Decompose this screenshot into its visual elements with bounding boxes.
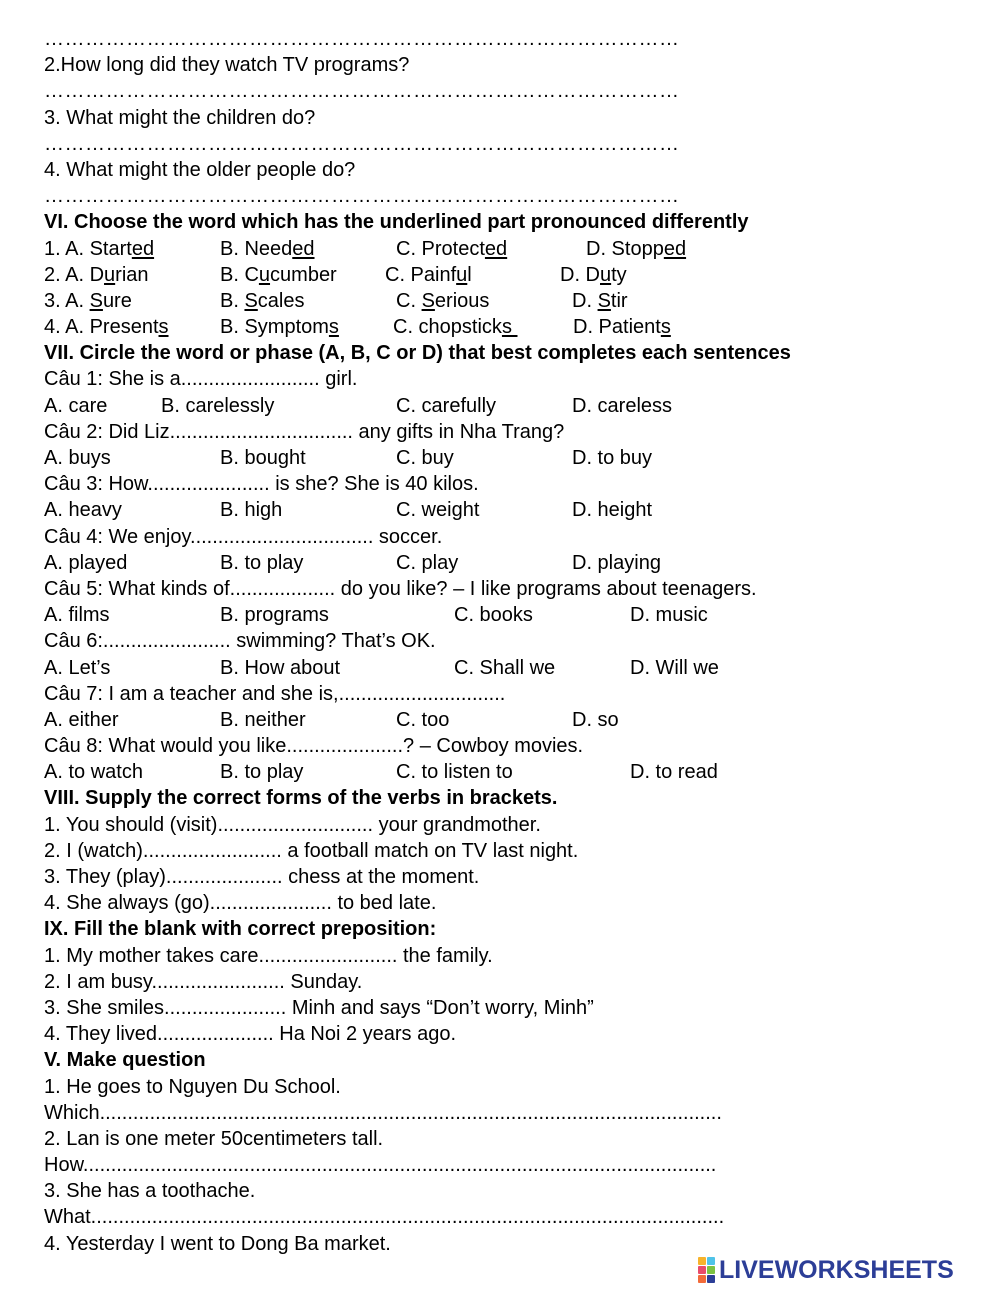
options-row	[44, 759, 990, 785]
option-b	[220, 314, 339, 340]
option-b	[220, 236, 315, 262]
option-b	[220, 759, 303, 785]
question-line: Câu 6:....................... swimming? That’s OK.	[44, 630, 436, 653]
option-c	[396, 759, 513, 785]
option-text: D. Stopp	[586, 237, 664, 260]
option-text: 4. A. Present	[44, 316, 159, 339]
option-text-rest: cumber	[270, 263, 337, 286]
question-line: 4. She always (go)...................... to bed late.	[44, 892, 437, 915]
answer-blank-line: …………………………………………………………………………………	[44, 132, 680, 155]
option-text-rest: erious	[434, 289, 490, 312]
question-line: 2.How long did they watch TV programs?	[44, 54, 410, 77]
question-line: 3. What might the children do?	[44, 106, 316, 129]
question-line: Câu 3: How...................... is she? She is 40 kilos.	[44, 473, 479, 496]
option-d	[586, 236, 686, 262]
option-text: C. Protect	[396, 237, 485, 260]
question-line: 2. I (watch)......................... a football match on TV last night.	[44, 839, 579, 862]
underlined-part: ed	[292, 237, 315, 260]
underlined-part: u	[456, 263, 468, 286]
question-line: How..................................................................................................................	[44, 1154, 717, 1177]
option-b	[220, 445, 306, 471]
option-b	[220, 262, 337, 288]
logo-text: LIVEWORKSHEETS	[719, 1255, 954, 1284]
option-c	[454, 602, 533, 628]
option-text: C. to listen to	[396, 761, 513, 784]
option-text: D. Patient	[573, 316, 661, 339]
worksheet-body	[44, 26, 990, 1257]
option-text-rest: ure	[102, 289, 132, 312]
underlined-part: u	[258, 263, 271, 286]
question-line: 3. They (play)..................... chess at the moment.	[44, 866, 480, 888]
logo-square	[707, 1266, 715, 1274]
underlined-part: ed	[663, 237, 687, 260]
answer-blank-line: …………………………………………………………………………………	[44, 185, 680, 208]
option-text: B. C	[220, 263, 259, 286]
option-text: A. care	[44, 394, 108, 417]
question-line: Câu 4: We enjoy................................. soccer.	[44, 525, 443, 548]
option-text: C. Painf	[385, 263, 457, 286]
option-text: B. to play	[220, 551, 304, 574]
options-row	[44, 497, 990, 523]
option-text: A. played	[44, 551, 128, 574]
option-a	[44, 550, 127, 576]
option-text: C. carefully	[396, 394, 497, 417]
option-text: B. Need	[220, 237, 293, 260]
option-d	[573, 314, 671, 340]
option-d	[630, 602, 708, 628]
option-text-rest: l	[467, 263, 472, 286]
question-line: Which................................................................................................................	[44, 1101, 722, 1124]
option-text: D.	[572, 289, 598, 312]
option-d	[572, 707, 619, 733]
option-text: B. carelessly	[161, 394, 275, 417]
section-heading: V. Make question	[44, 1049, 206, 1072]
option-c	[396, 497, 479, 523]
option-text: A. buys	[44, 447, 111, 469]
option-text-rest: cales	[257, 289, 305, 312]
underlined-part: s	[328, 316, 339, 339]
option-a	[44, 497, 122, 523]
question-line: 1. He goes to Nguyen Du School.	[44, 1075, 341, 1098]
question-line: 3. She has a toothache.	[44, 1180, 256, 1203]
option-text: C. play	[396, 551, 459, 574]
options-row	[44, 655, 990, 681]
option-text: A. either	[44, 708, 119, 731]
answer-blank-line: …………………………………………………………………………………	[44, 80, 680, 103]
option-text: 3. A.	[44, 289, 90, 312]
option-d	[572, 288, 628, 314]
option-a	[44, 445, 111, 471]
question-line: Câu 8: What would you like.....................? – Cowboy movies.	[44, 735, 584, 758]
question-line: 4. Yesterday I went to Dong Ba market.	[44, 1232, 391, 1255]
option-text: C. too	[396, 708, 450, 731]
option-a	[44, 393, 107, 419]
question-line: 4. What might the older people do?	[44, 158, 356, 181]
options-row	[44, 550, 990, 576]
option-d	[572, 445, 652, 471]
option-text: B. neither	[220, 708, 306, 731]
option-text: D. careless	[572, 394, 673, 417]
question-line: 1. My mother takes care......................... the family.	[44, 944, 493, 967]
options-row	[44, 602, 990, 628]
option-text: C. chopstick	[393, 316, 502, 339]
underlined-part: u	[600, 263, 612, 286]
option-b	[220, 550, 303, 576]
option-a	[44, 314, 169, 340]
option-d	[630, 655, 719, 681]
option-text: C. books	[454, 604, 533, 627]
option-text: A. Let’s	[44, 656, 111, 679]
option-a	[44, 655, 110, 681]
option-a	[44, 236, 154, 262]
option-text: D. playing	[572, 551, 661, 574]
option-text: C. weight	[396, 499, 480, 522]
question-line: 3. She smiles...................... Minh and says “Don’t worry, Minh”	[44, 996, 594, 1019]
option-text: C.	[396, 289, 422, 312]
option-b	[220, 655, 340, 681]
option-a	[44, 759, 143, 785]
question-line: Câu 1: She is a......................... girl.	[44, 368, 358, 391]
option-c	[396, 393, 496, 419]
question-line: 2. Lan is one meter 50centimeters tall.	[44, 1127, 384, 1150]
question-line: Câu 7: I am a teacher and she is,..............................	[44, 682, 506, 705]
logo-square	[707, 1257, 715, 1265]
option-b	[220, 497, 282, 523]
option-d	[560, 262, 627, 288]
underlined-part: s	[660, 316, 671, 339]
option-b	[161, 393, 274, 419]
question-line: Câu 5: What kinds of................... do you like? – I like programs about teenagers.	[44, 577, 757, 600]
option-text: B. programs	[220, 604, 329, 627]
question-line: What..................................................................................................................	[44, 1206, 725, 1229]
option-text: B. Symptom	[220, 316, 329, 339]
question-line: 4. They lived..................... Ha Noi 2 years ago.	[44, 1023, 457, 1046]
options-row	[44, 445, 990, 471]
underlined-part: ed	[484, 237, 508, 260]
logo-square	[707, 1275, 715, 1283]
option-text: D. so	[572, 708, 619, 731]
option-text-rest: tir	[610, 289, 628, 312]
option-c	[396, 550, 458, 576]
option-c	[396, 236, 507, 262]
logo-square	[698, 1257, 706, 1265]
underlined-part: s	[501, 316, 518, 339]
underlined-part: S	[244, 289, 258, 312]
options-row	[44, 393, 990, 419]
section-heading: VIII. Supply the correct forms of the verbs in brackets.	[44, 787, 558, 810]
logo-square	[698, 1266, 706, 1274]
logo-mark-icon	[698, 1257, 715, 1283]
option-text: A. films	[44, 604, 110, 627]
option-text: D. music	[630, 604, 708, 627]
section-heading: IX. Fill the blank with correct preposition:	[44, 918, 437, 941]
option-a	[44, 288, 132, 314]
option-d	[572, 550, 661, 576]
underlined-part: S	[597, 289, 611, 312]
options-row	[44, 236, 990, 262]
option-text: C. buy	[396, 447, 454, 469]
option-a	[44, 602, 110, 628]
option-c	[454, 655, 555, 681]
option-b	[220, 288, 305, 314]
option-c	[396, 445, 454, 471]
option-text-rest: rian	[115, 263, 149, 286]
underlined-part: S	[89, 289, 103, 312]
section-heading: VII. Circle the word or phase (A, B, C or D) that best completes each sentences	[44, 342, 791, 365]
option-d	[630, 759, 718, 785]
options-row	[44, 262, 990, 288]
options-row	[44, 707, 990, 733]
option-text: D. height	[572, 499, 653, 522]
underlined-part: s	[158, 316, 169, 339]
question-line: 1. You should (visit)............................ your grandmother.	[44, 813, 541, 836]
options-row	[44, 288, 990, 314]
option-text: A. heavy	[44, 499, 122, 522]
option-text-rest: ty	[611, 263, 627, 286]
option-text: C. Shall we	[454, 656, 556, 679]
option-text: B. high	[220, 499, 283, 522]
option-c	[385, 262, 472, 288]
liveworksheets-logo	[698, 1257, 954, 1283]
option-c	[396, 707, 449, 733]
option-b	[220, 602, 329, 628]
underlined-part: S	[421, 289, 435, 312]
question-line: 2. I am busy........................ Sunday.	[44, 970, 363, 993]
option-a	[44, 262, 149, 288]
option-text: D. to read	[630, 761, 718, 784]
option-text: B.	[220, 289, 245, 312]
option-d	[572, 497, 652, 523]
option-text: D. Will we	[630, 656, 719, 679]
logo-square	[698, 1275, 706, 1283]
section-heading: VI. Choose the word which has the underlined part pronounced differently	[44, 211, 749, 234]
option-text: D. to buy	[572, 447, 653, 469]
option-text: D. D	[560, 263, 600, 286]
underlined-part: u	[104, 263, 116, 286]
option-c	[393, 314, 518, 340]
option-text: B. How about	[220, 656, 341, 679]
option-text: A. to watch	[44, 761, 143, 784]
underlined-part: ed	[131, 237, 155, 260]
question-line: Câu 2: Did Liz................................. any gifts in Nha Trang?	[44, 420, 565, 443]
option-text: B. to play	[220, 761, 304, 784]
options-row	[44, 314, 990, 340]
option-text: B. bought	[220, 447, 306, 469]
option-text: 2. A. D	[44, 263, 105, 286]
answer-blank-line: …………………………………………………………………………………	[44, 28, 680, 50]
option-d	[572, 393, 672, 419]
option-b	[220, 707, 306, 733]
option-text: 1. A. Start	[44, 237, 132, 260]
option-c	[396, 288, 489, 314]
option-a	[44, 707, 118, 733]
